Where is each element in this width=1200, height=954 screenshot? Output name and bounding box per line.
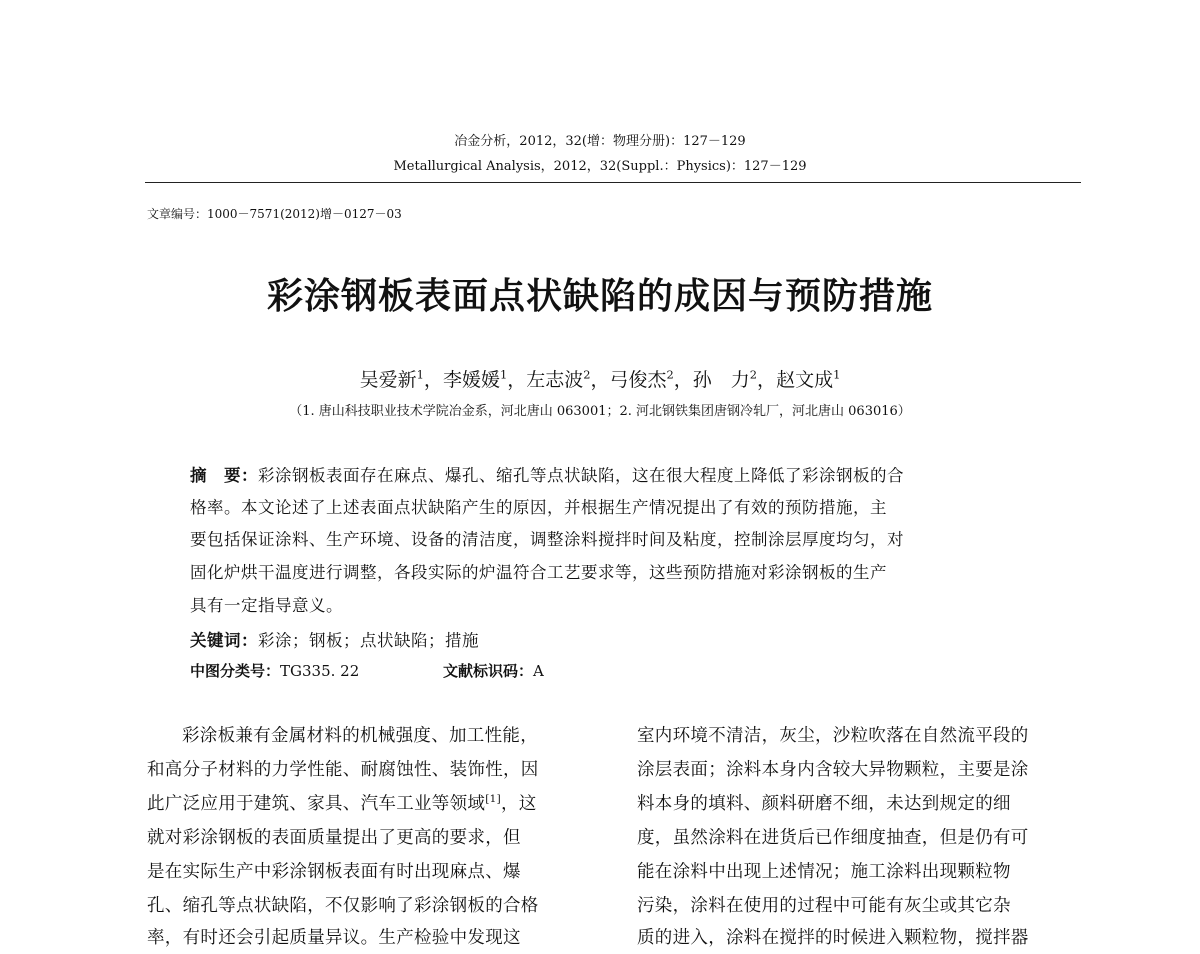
body-text-line: 污染，涂料在使用的过程中可能有灰尘或其它杂 (637, 896, 1011, 916)
classification-label: 中图分类号： (190, 662, 281, 680)
body-text-line: 彩涂板兼有金属材料的机械强度、加工性能， (182, 726, 538, 746)
body-text-line: 是在实际生产中彩涂钢板表面有时出现麻点、爆 (147, 862, 521, 882)
abstract-line (190, 462, 904, 486)
keywords-label: 关键词： (190, 631, 258, 650)
author-name: 弓俊杰 (609, 369, 667, 391)
citation-ref: [1] (485, 793, 501, 806)
journal-citation-cn: 冶金分析，2012，32(增：物理分册)：127－129 (454, 134, 746, 149)
body-text: ，这 (500, 794, 537, 814)
body-text-line: 就对彩涂钢板的表面质量提出了更高的要求，但 (147, 828, 521, 848)
author-affiliation-mark: 1 (416, 367, 424, 382)
journal-citation-en: Metallurgical Analysis，2012，32(Suppl.：Physics)：127－129 (393, 159, 807, 174)
body-text-line: 能在涂料中出现上述情况；施工涂料出现颗粒物 (637, 862, 1011, 882)
author-name: 李媛媛 (442, 369, 500, 391)
keywords (190, 627, 479, 651)
body-text-line: 孔、缩孔等点状缺陷，不仅影响了彩涂钢板的合格 (147, 896, 539, 916)
body-text: 此广泛应用于建筑、家具、汽车工业等领域 (147, 794, 486, 814)
author-affiliation-mark: 2 (666, 367, 674, 382)
body-text-line: 质的进入，涂料在搅拌的时候进入颗粒物，搅拌器 (637, 928, 1029, 948)
abstract-label: 摘 要： (190, 466, 258, 485)
abstract-line: 具有一定指导意义。 (190, 596, 343, 615)
classification (190, 660, 359, 681)
body-text-line: 涂层表面；涂料本身内含较大异物颗粒，主要是涂 (637, 760, 1029, 780)
author-list: 吴爱新$^1$，李媛媛$^1$，左志波$^2$，弓俊杰$^2$，孙 力$^2$，赵文成$^1$ (359, 367, 841, 391)
affiliations: （1. 唐山科技职业技术学院冶金系，河北唐山 063001；2. 河北钢铁集团唐钢冷轧厂，河北唐山 063016） (289, 404, 911, 419)
body-text-line (147, 790, 537, 815)
author-name: 左志波 (526, 369, 584, 391)
author-name: 孙 力 (692, 369, 750, 391)
document-code (443, 660, 544, 681)
abstract-line: 格率。本文论述了上述表面点状缺陷产生的原因，并根据生产情况提出了有效的预防措施，主 (190, 498, 887, 517)
abstract-line: 要包括保证涂料、生产环境、设备的清洁度，调整涂料搅拌时间及粘度，控制涂层厚度均匀，对 (190, 530, 904, 549)
document-code-value: A (533, 662, 544, 680)
body-text-line: 率，有时还会引起质量异议。生产检验中发现这 (147, 928, 521, 948)
paper-title: 彩涂钢板表面点状缺陷的成因与预防措施 (266, 276, 933, 317)
author-affiliation-mark: 2 (583, 367, 591, 382)
abstract-line: 固化炉烘干温度进行调整，各段实际的炉温符合工艺要求等，这些预防措施对彩涂钢板的生产 (190, 563, 887, 582)
author-affiliation-mark: 2 (749, 367, 758, 382)
document-code-label: 文献标识码： (443, 662, 534, 680)
classification-value: TG335. 22 (280, 662, 360, 680)
body-text-line: 料本身的填料、颜料研磨不细，未达到规定的细 (637, 794, 1011, 814)
keywords-value: 彩涂；钢板；点状缺陷；措施 (258, 631, 479, 650)
article-number: 文章编号：1000－7571(2012)增－0127－03 (147, 207, 402, 221)
author-name: 吴爱新 (359, 369, 417, 391)
body-text-line: 室内环境不清洁，灰尘，沙粒吹落在自然流平段的 (637, 726, 1029, 746)
body-text-line: 度，虽然涂料在进货后已作细度抽查，但是仍有可 (637, 828, 1029, 848)
author-name: 赵文成 (776, 369, 834, 391)
author-affiliation-mark: 1 (499, 367, 508, 382)
author-affiliation-mark: 1 (833, 367, 841, 382)
body-text-line: 和高分子材料的力学性能、耐腐蚀性、装饰性，因 (147, 760, 539, 780)
header-divider (145, 182, 1081, 183)
abstract-text: 彩涂钢板表面存在麻点、爆孔、缩孔等点状缺陷，这在很大程度上降低了彩涂钢板的合 (258, 466, 904, 485)
